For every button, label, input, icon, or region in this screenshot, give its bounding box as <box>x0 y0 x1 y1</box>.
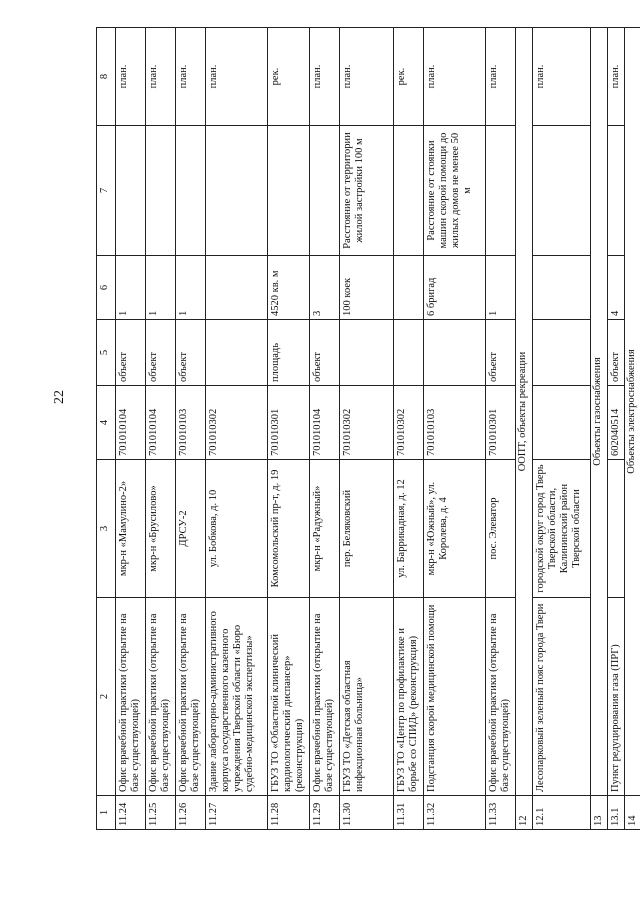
cell-object-name: Офис врачебной практики (открытие на базе существующей) <box>310 598 340 796</box>
table-row <box>268 28 310 830</box>
column-header: 4 <box>97 386 116 460</box>
table-row <box>394 28 424 830</box>
cell-capacity <box>394 256 424 320</box>
objects-table <box>96 27 640 830</box>
cell-restriction <box>176 126 206 256</box>
cell-location: ДРСУ-2 <box>176 460 206 598</box>
table-row <box>116 28 146 830</box>
cell-restriction <box>394 126 424 256</box>
cell-status: рек. <box>394 28 424 126</box>
cell-status: план. <box>176 28 206 126</box>
cell-capacity <box>533 256 591 320</box>
cell-restriction <box>146 126 176 256</box>
cell-status: план. <box>340 28 394 126</box>
cell-row-number: 11.30 <box>340 796 394 830</box>
cell-object-name: Офис врачебной практики (открытие на базе существующей) <box>486 598 516 796</box>
table-row <box>206 28 268 830</box>
cell-code: 701010301 <box>268 386 310 460</box>
cell-object-name: Здание лабораторно-административного корпуса государственного казенного учреждения Тверской области «Бюро судебно-медицинской экспертизы» <box>206 598 268 796</box>
cell-unit <box>340 320 394 386</box>
cell-object-name: Пункт редуцирования газа (ПРГ) <box>608 598 625 796</box>
section-row <box>591 28 608 830</box>
cell-capacity: 1 <box>146 256 176 320</box>
cell-row-number: 11.29 <box>310 796 340 830</box>
cell-capacity: 4 <box>608 256 625 320</box>
cell-status: план. <box>486 28 516 126</box>
cell-restriction <box>206 126 268 256</box>
section-title: Объекты газоснабжения <box>591 28 608 796</box>
cell-location: мкр-н «Южный», ул. Королева, д. 4 <box>424 460 486 598</box>
table-row <box>533 28 591 830</box>
section-row <box>625 28 640 830</box>
cell-capacity: 4520 кв. м <box>268 256 310 320</box>
column-header: 8 <box>97 28 116 126</box>
cell-row-number: 11.31 <box>394 796 424 830</box>
cell-restriction <box>608 126 625 256</box>
column-header: 2 <box>97 598 116 796</box>
cell-code: 602040514 <box>608 386 625 460</box>
cell-code: 701010104 <box>116 386 146 460</box>
column-header: 6 <box>97 256 116 320</box>
cell-object-name: ГБУЗ ТО «Детская областная инфекционная больница» <box>340 598 394 796</box>
cell-restriction <box>268 126 310 256</box>
cell-capacity: 6 бригад <box>424 256 486 320</box>
cell-location <box>608 460 625 598</box>
cell-location: мкр-н «Брусилово» <box>146 460 176 598</box>
cell-status: план. <box>146 28 176 126</box>
section-title: Объекты электроснабжения <box>625 28 640 796</box>
cell-code: 701010302 <box>206 386 268 460</box>
table-row <box>176 28 206 830</box>
cell-code: 701010301 <box>486 386 516 460</box>
section-number: 12 <box>516 796 533 830</box>
cell-capacity: 1 <box>486 256 516 320</box>
cell-object-name: Офис врачебной практики (открытие на базе существующей) <box>116 598 146 796</box>
cell-row-number: 11.32 <box>424 796 486 830</box>
cell-unit: объект <box>116 320 146 386</box>
cell-capacity <box>206 256 268 320</box>
cell-location: пос. Элеватор <box>486 460 516 598</box>
cell-row-number: 11.33 <box>486 796 516 830</box>
table-row <box>340 28 394 830</box>
cell-unit <box>424 320 486 386</box>
section-row <box>516 28 533 830</box>
cell-object-name: Подстанция скорой медицинской помощи <box>424 598 486 796</box>
column-header: 3 <box>97 460 116 598</box>
cell-object-name: Лесопарковый зеленый пояс города Твери <box>533 598 591 796</box>
table-body <box>116 28 640 830</box>
cell-location: городской округ город Тверь Тверской области, Калининский район Тверской области <box>533 460 591 598</box>
cell-capacity: 3 <box>310 256 340 320</box>
cell-unit: объект <box>176 320 206 386</box>
cell-row-number: 13.1 <box>608 796 625 830</box>
cell-unit: объект <box>146 320 176 386</box>
table-row <box>424 28 486 830</box>
cell-status: план. <box>310 28 340 126</box>
cell-restriction <box>310 126 340 256</box>
cell-status: рек. <box>268 28 310 126</box>
cell-unit: объект <box>608 320 625 386</box>
cell-row-number: 12.1 <box>533 796 591 830</box>
cell-code: 701010302 <box>394 386 424 460</box>
column-header: 1 <box>97 796 116 830</box>
cell-status: план. <box>206 28 268 126</box>
cell-unit <box>533 320 591 386</box>
cell-capacity: 1 <box>116 256 146 320</box>
cell-row-number: 11.26 <box>176 796 206 830</box>
cell-object-name: ГБУЗ ТО «Центр по профилактике и борьбе со СПИД» (реконструкция) <box>394 598 424 796</box>
cell-restriction <box>116 126 146 256</box>
cell-object-name: Офис врачебной практики (открытие на базе существующей) <box>176 598 206 796</box>
cell-restriction <box>533 126 591 256</box>
table-row <box>310 28 340 830</box>
cell-unit: объект <box>310 320 340 386</box>
column-header: 5 <box>97 320 116 386</box>
column-header: 7 <box>97 126 116 256</box>
cell-status: план. <box>424 28 486 126</box>
cell-location: мкр-н «Мамулино-2» <box>116 460 146 598</box>
cell-code <box>533 386 591 460</box>
cell-status: план. <box>116 28 146 126</box>
cell-unit <box>206 320 268 386</box>
cell-row-number: 11.28 <box>268 796 310 830</box>
table-row <box>146 28 176 830</box>
cell-code: 701010302 <box>340 386 394 460</box>
cell-restriction: Расстояние от стоянки машин скорой помощи до жилых домов не менее 50 м <box>424 126 486 256</box>
section-title: ООПТ, объекты рекреации <box>516 28 533 796</box>
section-number: 13 <box>591 796 608 830</box>
cell-row-number: 11.24 <box>116 796 146 830</box>
cell-object-name: ГБУЗ ТО «Областной клинический кардиологический диспансер» (реконструкция) <box>268 598 310 796</box>
cell-row-number: 11.27 <box>206 796 268 830</box>
cell-row-number: 11.25 <box>146 796 176 830</box>
cell-code: 701010103 <box>424 386 486 460</box>
cell-status: план. <box>533 28 591 126</box>
cell-location: пер. Беляковский <box>340 460 394 598</box>
table-row <box>608 28 625 830</box>
section-number: 14 <box>625 796 640 830</box>
cell-status: план. <box>608 28 625 126</box>
cell-object-name: Офис врачебной практики (открытие на базе существующей) <box>146 598 176 796</box>
table-row <box>486 28 516 830</box>
cell-location: ул. Бобкова, д. 10 <box>206 460 268 598</box>
page-number: 22 <box>52 390 67 404</box>
cell-code: 701010104 <box>146 386 176 460</box>
cell-unit <box>394 320 424 386</box>
cell-restriction: Расстояние от территории жилой застройки 100 м <box>340 126 394 256</box>
cell-unit: площадь <box>268 320 310 386</box>
cell-code: 701010104 <box>310 386 340 460</box>
cell-location: Комсомольский пр-т, д. 19 <box>268 460 310 598</box>
cell-location: мкр-н «Радужный» <box>310 460 340 598</box>
cell-capacity: 1 <box>176 256 206 320</box>
cell-capacity: 100 коек <box>340 256 394 320</box>
table-header <box>97 28 116 830</box>
cell-unit: объект <box>486 320 516 386</box>
cell-restriction <box>486 126 516 256</box>
cell-code: 701010103 <box>176 386 206 460</box>
cell-location: ул. Баррикадная, д. 12 <box>394 460 424 598</box>
rotated-table-container <box>96 28 638 830</box>
